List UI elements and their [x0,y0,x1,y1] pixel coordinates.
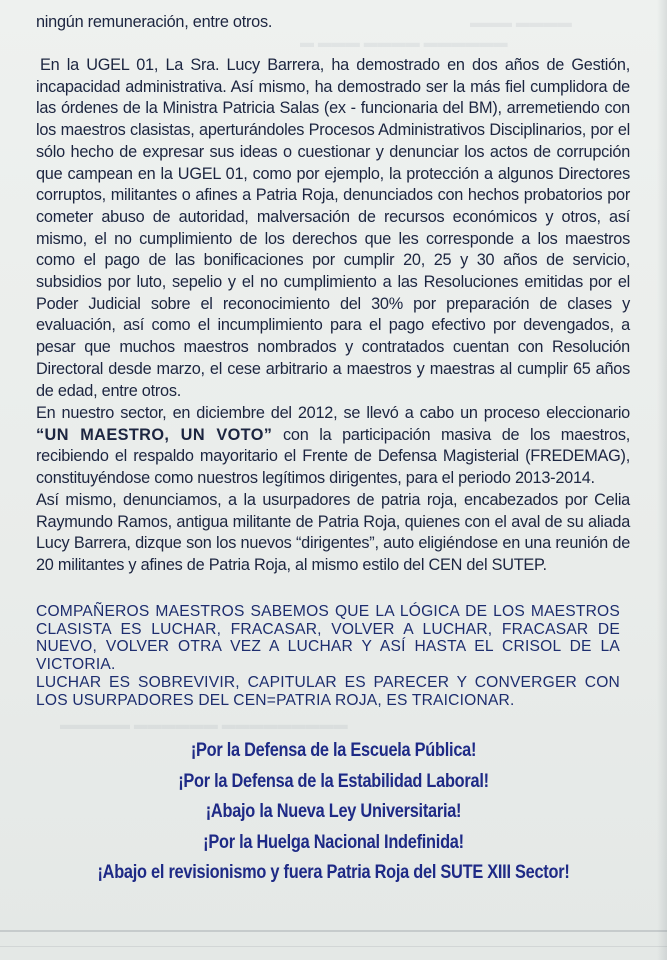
paragraph-text: En la UGEL 01, La Sra. Lucy Barrera, ha demostrado en dos años de Gestión, incapacidad administrativa. Así mismo, ha demostrado ser la más fiel cumplidora de las órdenes de la Ministra Patricia Salas (ex - funcionaria del BM), arremetiendo con los maestros clasistas, aperturándoles Procesos Administrativos Disciplinarios, por el sólo hecho de expresar sus ideas o cuestionar y denunciar los actos de corrupción que campean en la UGEL 01, como por ejemplo, la protección a algunos Directores corruptos, militantes o afines a Patria Roja, denunciados con hechos probatorios por cometer abuso de autoridad, malversación de recursos económicos y otros, así mismo, el no cumplimiento de los derechos que les corresponde a los maestros como el pago de las bonificaciones por cumplir 20, 25 y 30 años de servicio, subsidios por luto, sepelio y el no cumplimiento a las Resoluciones emitidas por el Poder Judicial sobre el reconocimiento del 30% por preparación de clases y evaluación, así como el incumplimiento para el pago efectivo por devengados, a pesar que muchos maestros nombrados y contratados cuentan con Resolución Directoral desde marzo, el cese arbitrario a maestros y maestras al cumplir 65 años de edad, entre otros. [36,56,630,400]
caps-paragraph-second: LUCHAR ES SOBREVIVIR, CAPITULAR ES PARECER Y CONVERGER CON LOS USURPADORES DEL CEN=PATRIA ROJA, ES TRAICIONAR. [36,673,620,709]
paragraph-sector [36,403,630,490]
call-to-teachers-block [36,603,620,709]
page-edge-shadow [657,0,667,960]
slogan-list [0,736,667,889]
paragraph-text: Así mismo, denunciamos, a la usurpadores de patria roja, encabezados por Celia Raymundo Ramos, antigua militante de Patria Roja, quienes con el aval de su aliada Lucy Barrera, dizque son los nuevos “dirigentes”, auto eligiéndose en una reunión de 20 militantes y afines de Patria Roja, al mismo estilo del CEN del SUTEP. [36,491,630,575]
paragraph-ugel [36,55,630,402]
bottom-divider [0,946,667,947]
slogan-item: ¡Abajo el revisionismo y fuera Patria Roja del SUTE XIII Sector! [97,862,570,883]
paragraph-text [36,403,630,490]
slogan-item: ¡Por la Huelga Nacional Indefinida! [203,831,464,853]
paragraph-denuncia [36,490,630,577]
paragraph-text-end: con la participación masiva de los maestros, recibiendo el respaldo mayoritario el Frente de Defensa Magisterial (FREDEMAG), constituyéndose como nuestros legítimos dirigentes, para el periodo 2013-2014. [36,425,630,488]
paragraph-text-start: En nuestro sector, en diciembre del 2012, se llevó a cabo un proceso eleccionario [36,404,630,422]
slogan-item: ¡Por la Defensa de la Escuela Pública! [190,740,477,761]
caps-paragraph-first: COMPAÑEROS MAESTROS SABEMOS QUE LA LÓGICA DE LOS MAESTROS CLASISTA ES LUCHAR, FRACASAR, VOLVER A LUCHAR, FRACASAR DE NUEVO, VOLVER OTRA VEZ A LUCHAR Y ASÍ HASTA EL CRISOL DE LA VICTORIA. [36,603,620,674]
bleed-through-texture: ▬▬▬ ▬▬▬▬ [470,14,572,30]
paragraph-continuation [36,12,630,34]
slogan-item: ¡Abajo la Nueva Ley Universitaria! [205,801,462,822]
bottom-divider [0,930,667,932]
bleed-through-texture: ▬▬▬▬▬ ▬▬▬▬▬▬ ▬▬▬▬▬▬▬▬▬ [60,716,348,732]
slogan-item: ¡Por la Defensa de la Estabilidad Laboral! [178,770,489,792]
bleed-through-texture: ▬ ▬▬▬ ▬▬▬▬ ▬▬▬▬▬▬ [300,34,508,50]
paragraph-text: ningún remuneración, entre otros. [36,13,273,31]
inline-slogan: “UN MAESTRO, UN VOTO” [36,425,273,444]
